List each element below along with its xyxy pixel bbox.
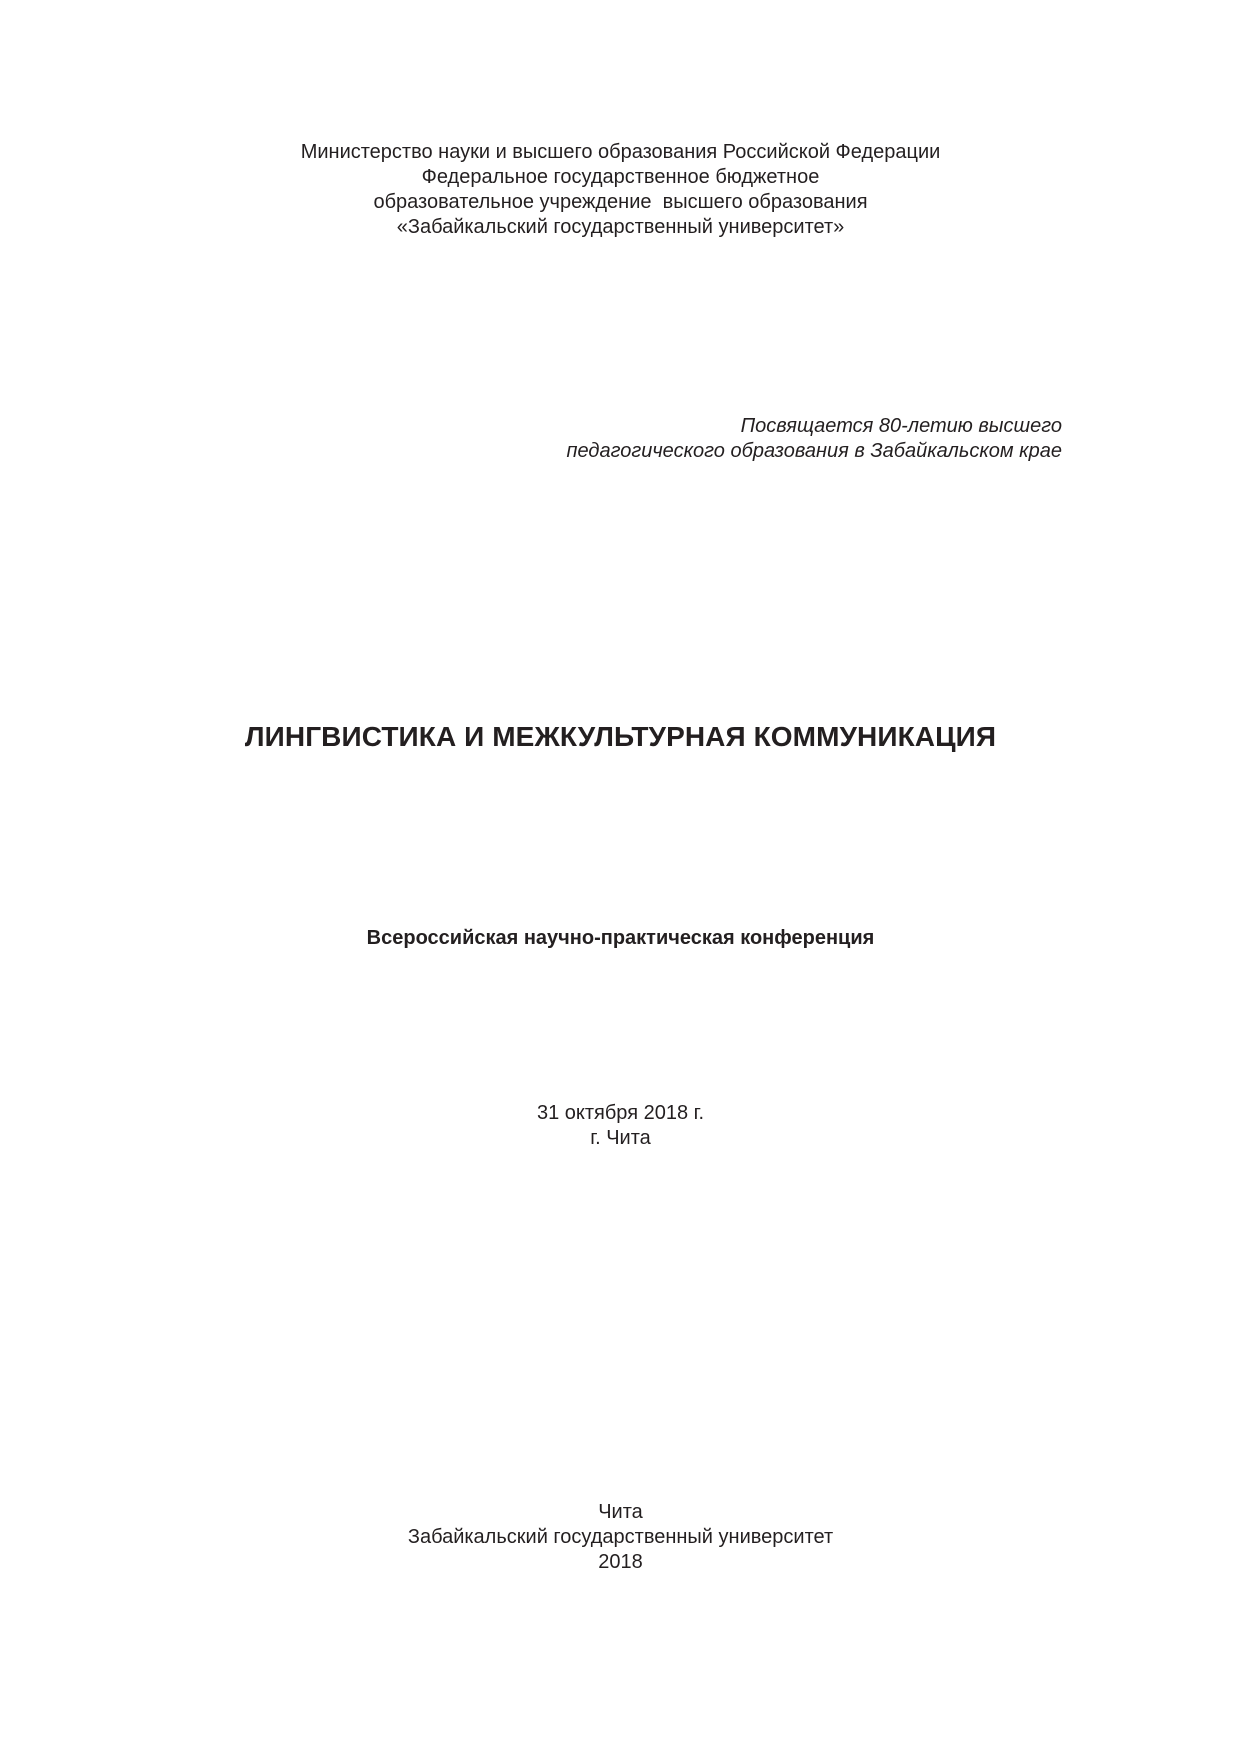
- imprint-publisher: Забайкальский государственный университет: [407, 1526, 834, 1548]
- conference-subtitle: Всероссийская научно-практическая конференция: [366, 927, 875, 949]
- dedication-line-2: педагогического образования в Забайкальском крае: [566, 440, 1062, 462]
- university-name-line: «Забайкальский государственный университет»: [396, 216, 845, 238]
- event-date: 31 октября 2018 г.: [536, 1102, 705, 1124]
- imprint: [0, 1500, 1241, 1575]
- imprint-city: Чита: [598, 1501, 643, 1523]
- dedication-line-1: Посвящается 80-летию высшего: [740, 415, 1062, 437]
- event-date-place: [0, 1101, 1241, 1151]
- ministry-line: Министерство науки и высшего образования Российской Федерации: [300, 141, 941, 163]
- document-title: ЛИНГВИСТИКА И МЕЖКУЛЬТУРНАЯ КОММУНИКАЦИЯ: [244, 721, 997, 752]
- event-place: г. Чита: [590, 1127, 651, 1149]
- imprint-year: 2018: [598, 1551, 643, 1573]
- dedication: [362, 414, 1062, 464]
- institution-type-line: Федеральное государственное бюджетное: [421, 166, 820, 188]
- institution-type-line-2: образовательное учреждение высшего образования: [373, 191, 868, 213]
- institution-header: [0, 140, 1241, 240]
